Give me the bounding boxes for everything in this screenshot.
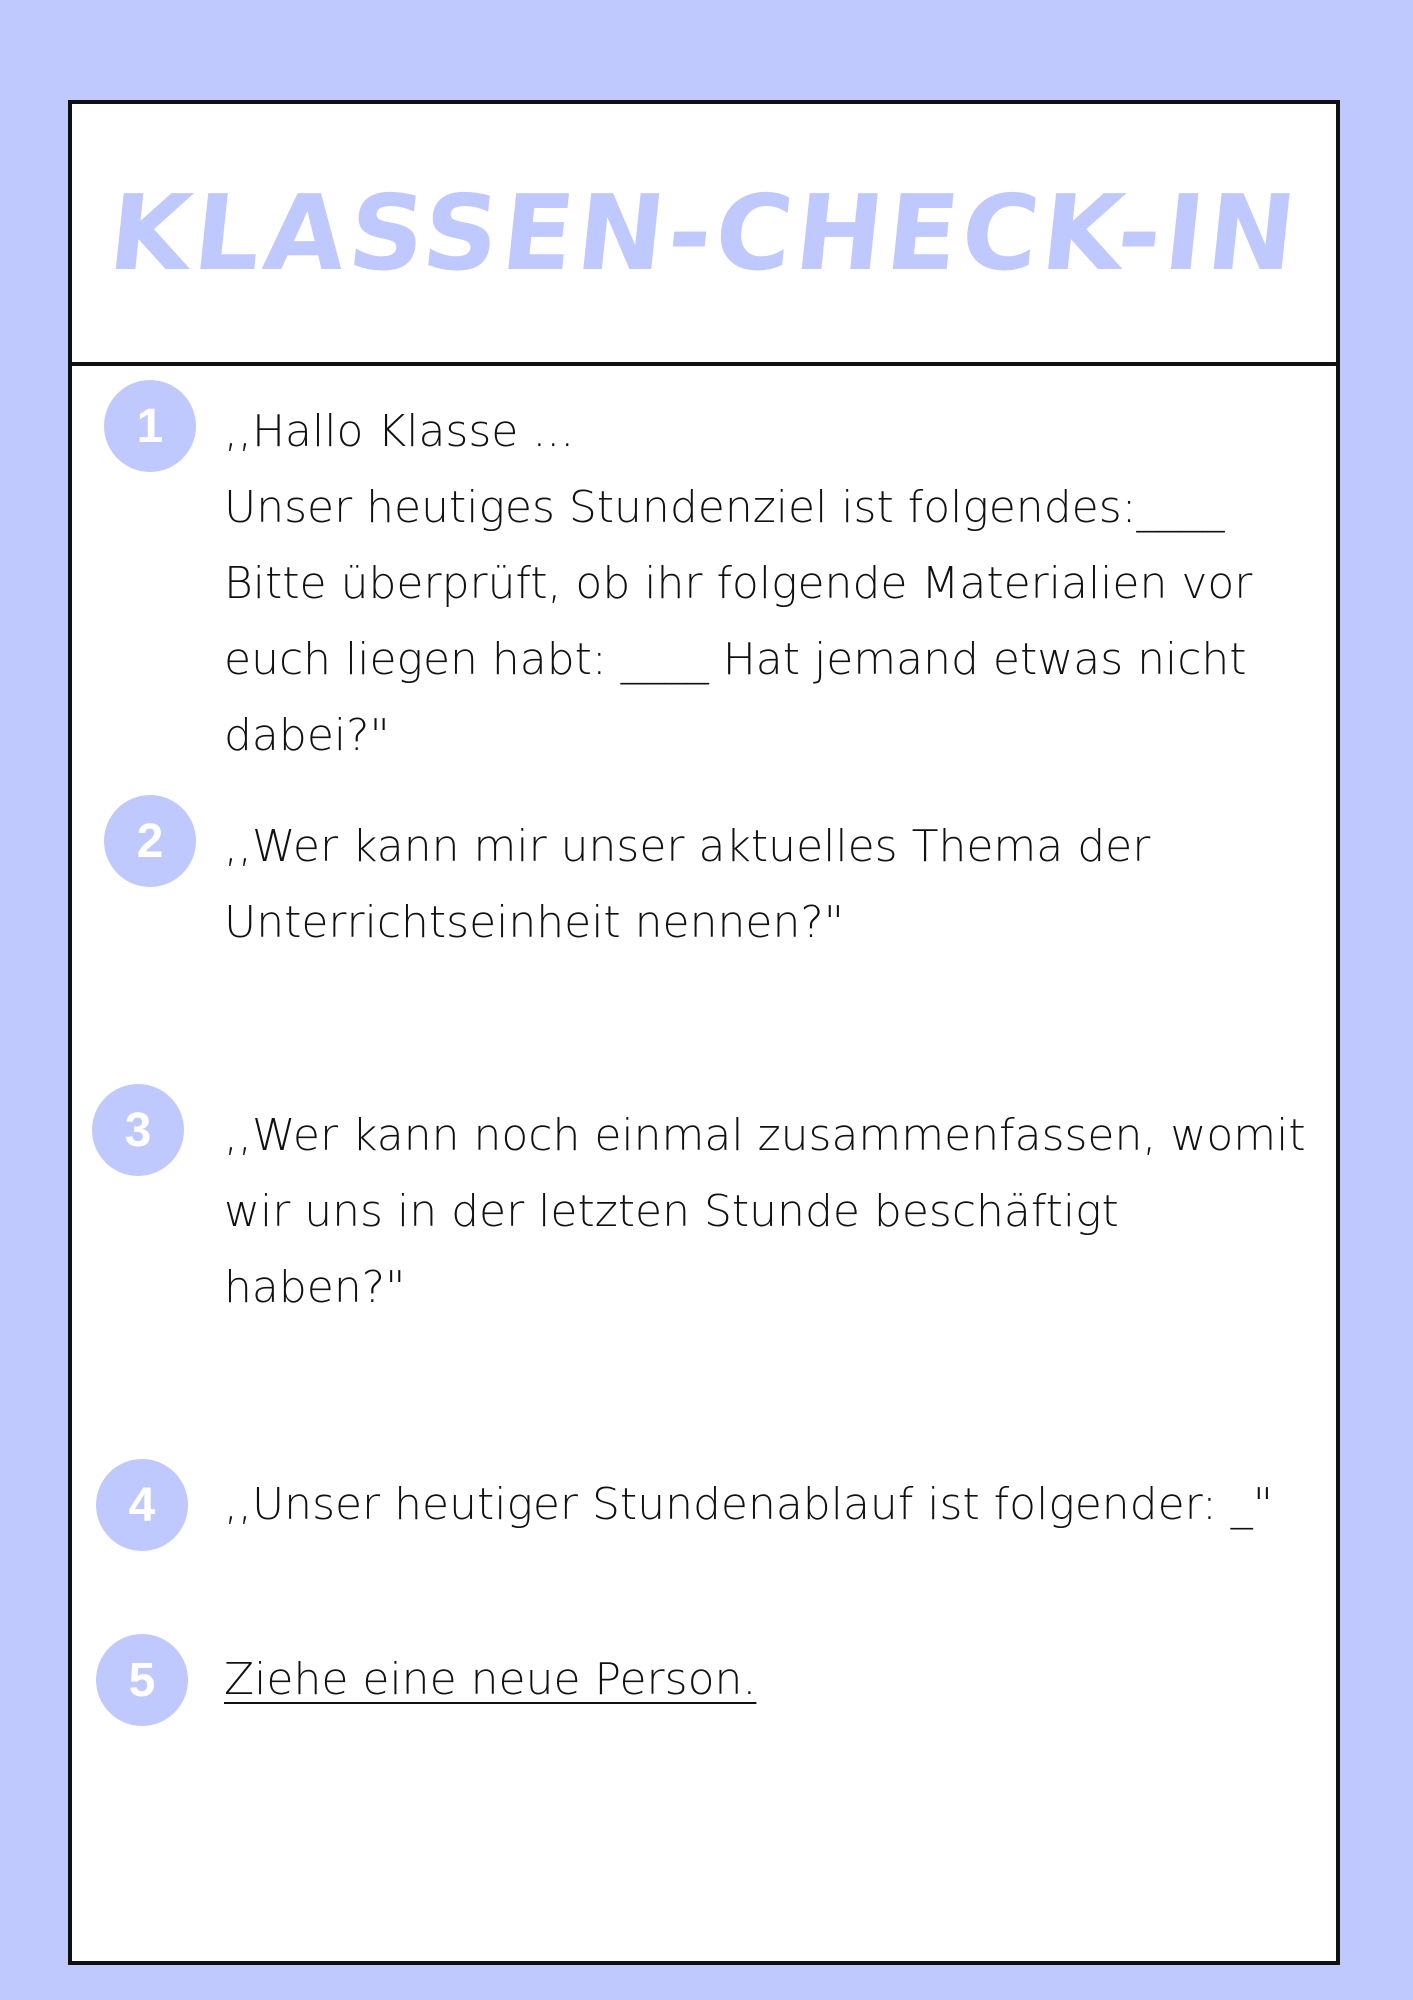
step-number-badge: 2	[104, 795, 196, 887]
card-header	[72, 104, 1336, 366]
step-text: ,,Wer kann mir unser aktuelles Thema der Unterrichtseinheit nennen?"	[224, 821, 1151, 948]
step-number-badge: 5	[96, 1634, 188, 1726]
step-number-badge: 1	[104, 380, 196, 472]
step-text: ,,Hallo Klasse ... Unser heutiges Stundenziel ist folgendes:____ Bitte überprüft, ob ihr folgende Materialien vor euch liegen habt: ____ Hat jemand etwas nicht dabei?"	[224, 406, 1253, 761]
step-number-badge: 4	[96, 1459, 188, 1551]
page-title: KLASSEN-CHECK-IN	[103, 172, 1305, 294]
step-text: ,,Unser heutiger Stundenablauf ist folgender: _"	[224, 1479, 1274, 1530]
step-number-badge: 3	[92, 1084, 184, 1176]
step-text: ,,Wer kann noch einmal zusammenfassen, womit wir uns in der letzten Stunde beschäftigt haben?"	[224, 1110, 1306, 1313]
step-text: Ziehe eine neue Person.	[224, 1654, 757, 1705]
check-in-card	[68, 100, 1340, 1965]
